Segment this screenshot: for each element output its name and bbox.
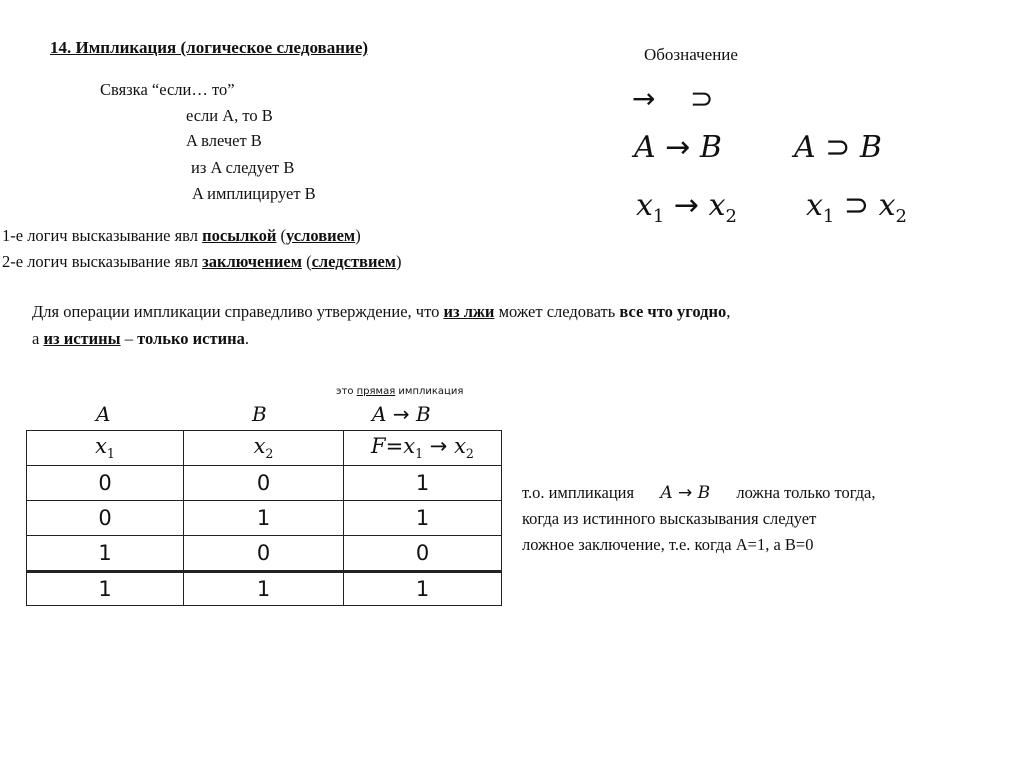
formula-label-B: B: [415, 402, 431, 426]
role-line-1-prefix: 1-е логич высказывание явл: [2, 226, 198, 245]
conclusion-formula: A → B: [660, 483, 711, 503]
notation-heading: Обозначение: [644, 45, 738, 64]
double-arrow-icon: ⊃: [825, 130, 851, 165]
subscript: 2: [895, 206, 907, 227]
direct-implication-note: [336, 386, 463, 397]
header-x2: $x_2$: [184, 431, 344, 466]
connective-form-1: если A, то B: [186, 106, 273, 125]
notation-double-arrow-symbol: ⊃: [690, 82, 714, 115]
statement-line-1: [32, 302, 730, 322]
arrow-icon: →: [673, 188, 700, 223]
table-cell-x1: 0: [27, 501, 184, 536]
conclusion-line-2: когда из истинного высказывания следует: [522, 509, 817, 528]
table-cell-x2: 1: [184, 572, 344, 606]
connective-form-2: A влечет B: [186, 131, 262, 150]
column-label-a: A: [96, 402, 111, 426]
table-cell-x2: 0: [184, 536, 344, 572]
statement-comma: ,: [726, 302, 731, 321]
statement-a: а: [32, 329, 40, 348]
table-row: [27, 536, 502, 572]
formula-label-A: A: [372, 402, 387, 426]
note-underlined: прямая: [356, 386, 396, 397]
table-row: [27, 466, 502, 501]
statement-part-1: Для операции импликации справедливо утверждение, что: [32, 302, 440, 321]
statement-part-2: может следовать: [498, 302, 616, 321]
notation-x: x: [636, 188, 653, 223]
subscript: 2: [725, 206, 737, 227]
connective-heading: Связка “если… то”: [100, 80, 235, 99]
role-line-1-alt: условием: [286, 226, 356, 245]
subscript: 1: [822, 206, 835, 227]
column-label-formula: [372, 402, 431, 426]
conclusion-line-1a: т.о. импликация: [522, 483, 635, 502]
arrow-icon: →: [665, 130, 691, 165]
header-formula: $F=x_1 \to x_2$: [344, 431, 502, 466]
role-line-1: 1-е логич высказывание явл посылкой (условием): [2, 226, 361, 245]
table-cell-f: 1: [344, 572, 502, 606]
role-line-2-term: заключением: [202, 252, 302, 271]
notation-arrow-symbol: →: [632, 82, 656, 115]
note-prefix: это: [336, 386, 354, 397]
notation-B: B: [699, 130, 722, 165]
note-suffix: импликация: [398, 386, 464, 397]
notation-A: A: [634, 130, 656, 165]
table-cell-f: 1: [344, 466, 502, 501]
conclusion-line-3: ложное заключение, т.е. когда А=1, а В=0: [522, 535, 814, 554]
notation-B: B: [859, 130, 882, 165]
table-cell-x2: 0: [184, 466, 344, 501]
page-title: 14. Импликация (логическое следование): [50, 38, 369, 57]
conclusion-line-1b: ложна только тогда,: [736, 483, 876, 502]
notation-x: x: [806, 188, 823, 223]
statement-only-truth: только истина: [137, 329, 245, 348]
notation-a-implies-b: [634, 130, 722, 165]
role-line-2: 2-е логич высказывание явл заключением (следствием): [2, 252, 402, 271]
role-line-1-term: посылкой: [202, 226, 277, 245]
statement-dash: –: [124, 329, 133, 348]
notation-x1-implies-x2: [636, 188, 737, 227]
conclusion-line-1: [522, 483, 875, 503]
truth-table: [26, 430, 502, 606]
table-cell-x1: 1: [27, 572, 184, 606]
double-arrow-icon: ⊃: [843, 188, 870, 223]
column-label-b: B: [252, 402, 267, 426]
table-header-row: [27, 431, 502, 466]
notation-x: x: [708, 188, 726, 223]
connective-form-3: из A следует B: [191, 158, 295, 177]
notation-a-double-b: [794, 130, 882, 165]
role-line-2-prefix: 2-е логич высказывание явл: [2, 252, 198, 271]
table-cell-f: 1: [344, 501, 502, 536]
role-line-2-alt: следствием: [311, 252, 397, 271]
table-row: [27, 572, 502, 606]
subscript: 1: [652, 206, 665, 227]
statement-from-true: из истины: [43, 329, 121, 348]
arrow-icon: →: [392, 402, 410, 426]
table-cell-x1: 0: [27, 466, 184, 501]
notation-x1-double-x2: [806, 188, 907, 227]
notation-A: A: [794, 130, 816, 165]
table-cell-f: 0: [344, 536, 502, 572]
statement-anything: все что угодно: [619, 302, 727, 321]
header-x1: $x_1$: [27, 431, 184, 466]
connective-form-4: A имплицирует B: [192, 184, 316, 203]
table-cell-x1: 1: [27, 536, 184, 572]
table-cell-x2: 1: [184, 501, 344, 536]
notation-x: x: [878, 188, 896, 223]
table-row: [27, 501, 502, 536]
statement-from-false: из лжи: [443, 302, 495, 321]
statement-dot: .: [244, 329, 249, 348]
statement-line-2: [32, 329, 249, 349]
